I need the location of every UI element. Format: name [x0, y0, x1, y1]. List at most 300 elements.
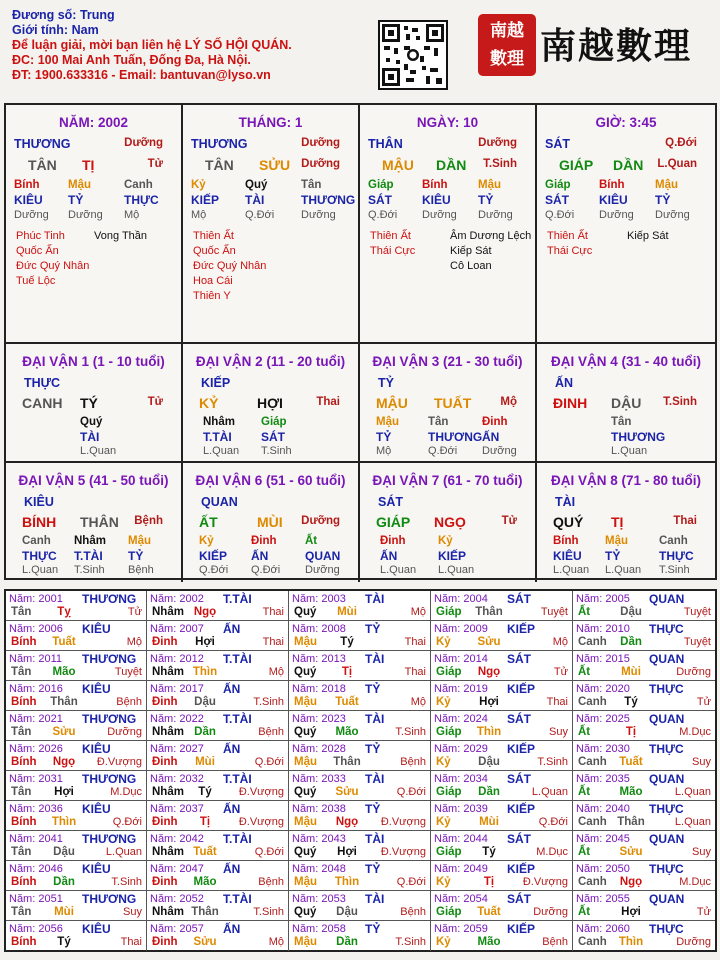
year-label: Năm: 2046: [9, 863, 63, 875]
dai-van-cell: [360, 463, 537, 582]
shen-sha: Cô Loan: [450, 260, 492, 272]
dai-van-ts: Mộ: [500, 396, 517, 408]
pillar-cell: [183, 105, 360, 344]
year-star: THỰC: [649, 682, 684, 696]
hidden-star: THỰC: [22, 549, 57, 563]
right-stars: [94, 229, 147, 244]
year-cell: [6, 831, 147, 861]
year-chi: Hợi: [337, 846, 357, 858]
shen-sha: Thái Cực: [547, 245, 593, 257]
year-label: Năm: 2045: [576, 833, 630, 845]
year-label: Năm: 2013: [292, 653, 346, 665]
hidden-ts: T.Sinh: [659, 564, 690, 576]
hidden-star: SÁT: [261, 430, 285, 444]
year-ts: L.Quan: [531, 786, 568, 798]
year-chi: Dần: [478, 786, 500, 798]
year-ts: Tuyệt: [683, 636, 711, 648]
year-cell: [6, 771, 147, 801]
hidden-star: T.TÀI: [74, 549, 103, 563]
dai-van-cell: [6, 344, 183, 463]
dai-van-title: ĐẠI VẬN 1 (1 - 10 tuổi): [22, 354, 165, 369]
hidden-stem: Bính: [553, 535, 579, 547]
year-cell: [573, 861, 715, 891]
year-cell: [289, 621, 431, 651]
year-label: Năm: 2027: [150, 743, 204, 755]
dai-van-title: ĐẠI VẬN 5 (41 - 50 tuổi): [18, 473, 169, 488]
year-star: THỰC: [649, 922, 684, 936]
year-chi: Ngọ: [477, 666, 501, 678]
pillar-main-star: SÁT: [545, 137, 570, 151]
year-cell: [6, 681, 147, 711]
year-can: Kỷ: [436, 876, 451, 888]
year-chi: Sửu: [477, 636, 501, 648]
hidden-star: TÀI: [245, 193, 265, 207]
year-can: Nhâm: [152, 726, 184, 738]
year-can: Quý: [294, 666, 317, 678]
year-cell: [289, 921, 431, 951]
pillar-cell: [537, 105, 715, 344]
year-can: Giáp: [436, 726, 462, 738]
year-can: Quý: [294, 606, 317, 618]
year-chi: Sửu: [52, 726, 76, 738]
chart-grid: [4, 103, 717, 580]
year-chi: Dần: [336, 936, 358, 948]
year-can: Nhâm: [152, 606, 184, 618]
left-stars: [193, 229, 266, 304]
year-star: KIẾP: [507, 802, 536, 816]
hidden-stem: Canh: [124, 179, 153, 191]
year-cell: [431, 891, 573, 921]
year-can: Bính: [11, 816, 37, 828]
dai-van-ts: Dưỡng: [301, 515, 340, 527]
dai-van-star: ẤN: [555, 376, 574, 390]
left-stars: [16, 229, 89, 289]
hidden-stem: Tân: [611, 416, 632, 428]
year-star: TỶ: [365, 922, 381, 936]
year-ts: Dưỡng: [676, 936, 711, 948]
year-ts: Mộ: [126, 636, 142, 648]
year-star: SÁT: [507, 592, 531, 606]
year-label: Năm: 2033: [292, 773, 346, 785]
year-star: TỶ: [365, 622, 381, 636]
hidden-star: KIÊU: [14, 193, 43, 207]
year-label: Năm: 2057: [150, 923, 204, 935]
year-ts: Q.Đới: [396, 786, 426, 798]
year-cell: [431, 591, 573, 621]
dai-van-ts: T.Sinh: [663, 396, 697, 408]
year-label: Năm: 2015: [576, 653, 630, 665]
year-can: Tân: [11, 906, 32, 918]
pillar-main-star: THƯƠNG: [14, 137, 71, 151]
year-can: Giáp: [436, 666, 462, 678]
hidden-stem: Tân: [301, 179, 322, 191]
hidden-ts: T.Sinh: [261, 445, 292, 457]
dai-van-title: ĐẠI VẬN 3 (21 - 30 tuổi): [372, 354, 523, 369]
year-chi: Hợi: [479, 696, 499, 708]
year-star: ẤN: [223, 622, 241, 636]
year-star: T.TÀI: [223, 592, 252, 606]
year-chi: Tị: [625, 726, 637, 738]
pillar-title: THÁNG: 1: [238, 115, 303, 130]
year-star: SÁT: [507, 772, 531, 786]
year-chi: Dần: [620, 636, 642, 648]
year-chi: Tị: [341, 666, 353, 678]
year-can: Nhâm: [152, 666, 184, 678]
year-chi: Thân: [617, 816, 645, 828]
year-cell: [6, 711, 147, 741]
year-can: Bính: [11, 636, 37, 648]
table-row: [6, 741, 715, 771]
dai-van-star: SÁT: [378, 495, 403, 509]
year-ts: T.Sinh: [253, 696, 284, 708]
year-label: Năm: 2018: [292, 683, 346, 695]
year-label: Năm: 2030: [576, 743, 630, 755]
year-ts: Q.Đới: [538, 816, 568, 828]
year-can: Mậu: [294, 876, 317, 888]
year-ts: Thai: [404, 636, 426, 648]
pillar-chi: TỊ: [82, 157, 95, 173]
year-can: Canh: [578, 636, 607, 648]
year-label: Năm: 2038: [292, 803, 346, 815]
year-can: Đinh: [152, 876, 178, 888]
year-star: ẤN: [223, 862, 241, 876]
year-ts: Tử: [127, 606, 142, 618]
year-ts: Bệnh: [258, 726, 284, 738]
year-ts: T.Sinh: [537, 756, 568, 768]
pillar-cell: [6, 105, 183, 344]
hidden-stem: Mậu: [68, 179, 91, 191]
hidden-star: ẤN: [482, 430, 500, 444]
year-label: Năm: 2056: [9, 923, 63, 935]
year-star: T.TÀI: [223, 832, 252, 846]
year-ts: Suy: [123, 906, 142, 918]
year-star: KIẾP: [507, 922, 536, 936]
year-cell: [147, 711, 289, 741]
year-ts: Tuyệt: [683, 606, 711, 618]
year-ts: Tuyệt: [114, 666, 142, 678]
year-cell: [289, 861, 431, 891]
year-ts: Q.Đới: [254, 846, 284, 858]
year-star: THƯƠNG: [82, 892, 137, 906]
year-label: Năm: 2048: [292, 863, 346, 875]
dai-van-chi: TÝ: [80, 395, 98, 411]
shen-sha: Thiên Y: [193, 290, 231, 302]
year-can: Quý: [294, 906, 317, 918]
subject-label: Đương số:: [12, 8, 77, 22]
year-star: THƯƠNG: [82, 832, 137, 846]
contact-line: Để luận giải, mời bạn liên hệ LÝ SỐ HỘI QUÁN.: [12, 38, 292, 52]
year-chi: Mão: [335, 726, 359, 738]
year-cell: [147, 921, 289, 951]
year-can: Giáp: [436, 846, 462, 858]
hidden-star: THƯƠNG: [428, 430, 483, 444]
seal-stamp: 南越 數理: [478, 14, 536, 76]
year-can: Đinh: [152, 696, 178, 708]
shen-sha: Thiên Ất: [193, 230, 234, 242]
hidden-ts: Dưỡng: [14, 209, 49, 221]
year-can: Mậu: [294, 756, 317, 768]
year-label: Năm: 2002: [150, 593, 204, 605]
dai-van-ts: Thai: [673, 515, 697, 527]
dai-van-ts: Tử: [147, 396, 163, 408]
year-ts: L.Quan: [674, 786, 711, 798]
table-row: [6, 651, 715, 681]
year-cell: [431, 801, 573, 831]
year-ts: Đ.Vượng: [96, 756, 142, 768]
hidden-star: KIẾP: [199, 549, 228, 563]
year-chi: Mão: [619, 786, 643, 798]
year-chi: Sửu: [335, 786, 359, 798]
year-chi: Tị: [199, 816, 211, 828]
year-ts: Đ.Vượng: [238, 786, 284, 798]
year-can: Canh: [578, 876, 607, 888]
year-star: KIẾP: [507, 742, 536, 756]
hidden-ts: Dưỡng: [478, 209, 513, 221]
shen-sha: Kiếp Sát: [627, 230, 669, 242]
table-row: [6, 621, 715, 651]
year-cell: [573, 921, 715, 951]
year-ts: Đ.Vượng: [380, 816, 426, 828]
year-star: T.TÀI: [223, 712, 252, 726]
year-star: KIÊU: [82, 742, 111, 756]
year-chi: Hợi: [195, 636, 215, 648]
year-chi: Mão: [52, 666, 76, 678]
year-chi: Sửu: [193, 936, 217, 948]
year-cell: [289, 681, 431, 711]
hidden-ts: Q.Đới: [199, 564, 229, 576]
year-chi: Mùi: [479, 816, 499, 828]
year-chi: Mùi: [54, 906, 74, 918]
year-star: ẤN: [223, 682, 241, 696]
year-star: T.TÀI: [223, 652, 252, 666]
year-label: Năm: 2012: [150, 653, 204, 665]
year-label: Năm: 2032: [150, 773, 204, 785]
year-label: Năm: 2043: [292, 833, 346, 845]
right-stars: [450, 229, 531, 274]
year-can: Tân: [11, 606, 32, 618]
year-cell: [147, 801, 289, 831]
hidden-ts: Dưỡng: [599, 209, 634, 221]
year-can: Bính: [11, 756, 37, 768]
year-can: Bính: [11, 936, 37, 948]
pillar-can: MẬU: [382, 157, 414, 173]
year-label: Năm: 2004: [434, 593, 488, 605]
hidden-ts: Mộ: [191, 209, 207, 221]
year-ts: Bệnh: [400, 756, 426, 768]
year-chi: Tuất: [193, 846, 217, 858]
pillar-cell: [360, 105, 537, 344]
dai-van-can: CANH: [22, 395, 63, 411]
year-star: THƯƠNG: [82, 592, 137, 606]
year-chi: Sửu: [619, 846, 643, 858]
hidden-ts: L.Quan: [22, 564, 59, 576]
year-label: Năm: 2050: [576, 863, 630, 875]
year-cell: [147, 771, 289, 801]
year-can: Bính: [11, 696, 37, 708]
year-star: SÁT: [507, 712, 531, 726]
pillar-ts: Tử: [147, 158, 163, 170]
table-row: [6, 591, 715, 621]
year-chi: Thìn: [334, 876, 360, 888]
year-star: ẤN: [223, 742, 241, 756]
gender-value: Nam: [71, 23, 99, 37]
year-label: Năm: 2014: [434, 653, 488, 665]
year-label: Năm: 2011: [9, 653, 62, 665]
year-ts: M.Dục: [536, 846, 568, 858]
year-chi: Ngọ: [52, 756, 76, 768]
year-cell: [573, 801, 715, 831]
year-can: Tân: [11, 846, 32, 858]
year-can: Kỷ: [436, 636, 451, 648]
year-star: ẤN: [223, 802, 241, 816]
hidden-star: THƯƠNG: [301, 193, 356, 207]
year-star: QUAN: [649, 652, 685, 666]
year-cell: [6, 741, 147, 771]
year-cell: [147, 681, 289, 711]
year-ts: Bệnh: [400, 906, 426, 918]
year-ts: Bệnh: [258, 876, 284, 888]
year-can: Canh: [578, 696, 607, 708]
year-label: Năm: 2016: [9, 683, 63, 695]
dai-van-star: QUAN: [201, 495, 238, 509]
year-star: KIÊU: [82, 682, 111, 696]
year-chi: Dậu: [336, 906, 358, 918]
pillar-can: GIÁP: [559, 157, 594, 173]
year-star: TÀI: [365, 592, 385, 606]
hidden-star: THƯƠNG: [611, 430, 666, 444]
hidden-ts: L.Quan: [553, 564, 590, 576]
year-ts: Thai: [262, 606, 284, 618]
dai-van-star: TỶ: [378, 376, 394, 390]
year-star: KIÊU: [82, 922, 111, 936]
year-can: Nhâm: [152, 846, 184, 858]
hidden-star: TỶ: [655, 193, 671, 207]
pillar-main-ts: Dưỡng: [301, 137, 340, 149]
year-cell: [289, 591, 431, 621]
year-chi: Thân: [475, 606, 503, 618]
year-can: Nhâm: [152, 906, 184, 918]
year-can: Giáp: [436, 786, 462, 798]
dai-van-can: QUÝ: [553, 514, 584, 530]
year-cell: [289, 831, 431, 861]
year-star: THƯƠNG: [82, 652, 137, 666]
hidden-star: TỶ: [68, 193, 84, 207]
year-cell: [573, 741, 715, 771]
year-can: Ất: [578, 606, 591, 618]
year-chi: Thân: [191, 906, 219, 918]
year-cell: [289, 891, 431, 921]
year-star: SÁT: [507, 892, 531, 906]
year-ts: Bệnh: [116, 696, 142, 708]
year-cell: [431, 651, 573, 681]
shen-sha: Đức Quý Nhân: [193, 260, 267, 272]
year-label: Năm: 2040: [576, 803, 630, 815]
year-label: Năm: 2051: [9, 893, 63, 905]
pillar-title: NĂM: 2002: [58, 115, 129, 130]
dai-van-can: GIÁP: [376, 514, 411, 530]
year-can: Canh: [578, 936, 607, 948]
year-ts: Dưỡng: [676, 666, 711, 678]
dai-van-can: ẤT: [199, 514, 218, 530]
hidden-stem: Mậu: [478, 179, 501, 191]
hidden-ts: Dưỡng: [655, 209, 690, 221]
year-chi: Tuất: [477, 906, 501, 918]
year-star: TÀI: [365, 832, 385, 846]
year-can: Mậu: [294, 936, 317, 948]
year-label: Năm: 2058: [292, 923, 346, 935]
year-label: Năm: 2054: [434, 893, 488, 905]
table-row: [6, 681, 715, 711]
year-cell: [6, 861, 147, 891]
pillar-main-star: THÂN: [368, 137, 403, 151]
hidden-ts: Mộ: [124, 209, 140, 221]
year-chi: Thân: [50, 696, 78, 708]
hidden-ts: Dưỡng: [301, 209, 336, 221]
year-star: KIẾP: [507, 862, 536, 876]
dai-van-title: ĐẠI VẬN 8 (71 - 80 tuổi): [550, 473, 702, 488]
hidden-ts: Q.Đới: [545, 209, 575, 221]
dai-van-star: THỰC: [24, 376, 61, 390]
year-ts: Thai: [262, 636, 284, 648]
pillar-chi: DẦN: [436, 157, 467, 173]
year-can: Ất: [578, 786, 591, 798]
year-label: Năm: 2028: [292, 743, 346, 755]
year-label: Năm: 2031: [9, 773, 63, 785]
hidden-star: SÁT: [368, 193, 392, 207]
year-cell: [431, 921, 573, 951]
hidden-ts: Q.Đới: [368, 209, 398, 221]
year-chi: Dậu: [53, 846, 75, 858]
hidden-stem: Quý: [245, 179, 268, 191]
year-label: Năm: 2020: [576, 683, 630, 695]
year-cell: [147, 651, 289, 681]
hidden-ts: Mộ: [376, 445, 392, 457]
hidden-ts: L.Quan: [80, 445, 117, 457]
dai-van-title: ĐẠI VẬN 4 (31 - 40 tuổi): [550, 354, 702, 369]
year-can: Mậu: [294, 636, 317, 648]
year-chi: Tị: [483, 876, 495, 888]
year-star: TÀI: [365, 652, 385, 666]
year-cell: [147, 831, 289, 861]
year-can: Tân: [11, 786, 32, 798]
year-cell: [6, 591, 147, 621]
year-star: TỶ: [365, 862, 381, 876]
year-ts: Bệnh: [542, 936, 568, 948]
year-star: QUAN: [649, 592, 685, 606]
year-cell: [289, 741, 431, 771]
dai-van-chi: MÙI: [257, 514, 283, 530]
pillar-ts: Dưỡng: [301, 158, 340, 170]
year-chi: Mùi: [621, 666, 641, 678]
year-ts: T.Sinh: [253, 906, 284, 918]
year-can: Nhâm: [152, 786, 184, 798]
year-ts: T.Sinh: [111, 876, 142, 888]
dai-van-cell: [537, 344, 715, 463]
year-can: Ất: [578, 726, 591, 738]
year-chi: Hợi: [54, 786, 74, 798]
table-row: [6, 711, 715, 741]
year-can: Canh: [578, 816, 607, 828]
year-chi: Mùi: [195, 756, 215, 768]
year-ts: Đ.Vượng: [522, 876, 568, 888]
table-row: [6, 861, 715, 891]
hidden-stem: Nhâm: [203, 416, 235, 428]
hidden-ts: Q.Đới: [245, 209, 275, 221]
year-label: Năm: 2036: [9, 803, 63, 815]
shen-sha: Phúc Tinh: [16, 230, 65, 242]
year-label: Năm: 2052: [150, 893, 204, 905]
year-star: TÀI: [365, 892, 385, 906]
